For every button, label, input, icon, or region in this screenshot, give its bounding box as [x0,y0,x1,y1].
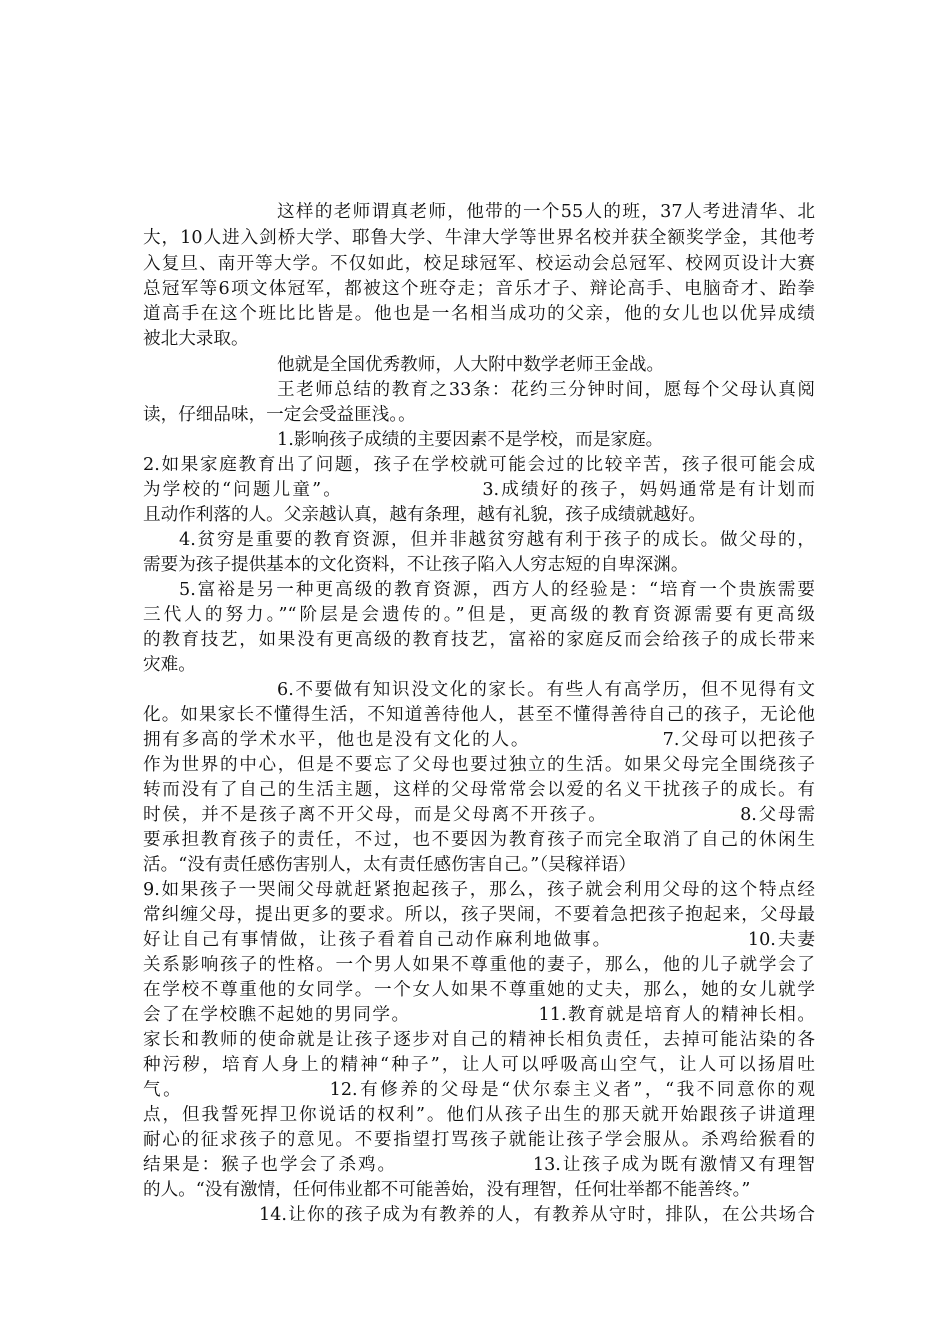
text-line: 常纠缠父母，提出更多的要求。所以，孩子哭闹，不要着急把孩子抱起来，父母最 [143,905,815,925]
text-line: 家长和教师的使命就是让孩子逐步对自己的精神长相负责任，去掉可能沾染的各 [143,1030,815,1050]
text-line: 的人。“没有激情，任何伟业都不可能善始，没有理智，任何壮举都不能善终。” [143,1180,751,1200]
text-line: 为学校的“问题儿童”。 3.成绩好的孩子，妈妈通常是有计划而 [143,480,815,500]
text-line: 在学校不尊重他的女同学。一个女人如果不尊重她的丈夫，那么，她的女儿就学 [143,980,815,1000]
text-line: 转而没有了自己的生活主题，这样的父母常常会以爱的名义干扰孩子的成长。有 [143,780,815,800]
text-line: 王老师总结的教育之33条：花约三分钟时间，愿每个父母认真阅 [277,380,815,400]
text-line: 三代人的努力。”“阶层是会遗传的。”但是，更高级的教育资源需要有更高级 [143,605,815,625]
text-line: 读，仔细品味，一定会受益匪浅。。 [143,405,416,425]
text-line: 入复旦、南开等大学。不仅如此，校足球冠军、校运动会总冠军、校网页设计大赛 [143,254,815,274]
text-line: 种污秽，培育人身上的精神“种子”，让人可以呼吸高山空气，让人可以扬眉吐 [143,1055,815,1075]
text-line: 耐心的征求孩子的意见。不要指望打骂孩子就能让孩子学会服从。杀鸡给猴看的 [143,1130,815,1150]
text-line: 6.不要做有知识没文化的家长。有些人有高学历，但不见得有文 [277,680,815,700]
text-line: 关系影响孩子的性格。一个男人如果不尊重他的妻子，那么，他的儿子就学会了 [143,955,815,975]
text-line: 化。如果家长不懂得生活，不知道善待他人，甚至不懂得善待自己的孩子，无论他 [143,705,815,725]
text-line: 会了在学校瞧不起她的男同学。 11.教育就是培育人的精神长相。 [143,1005,815,1025]
text-line: 需要为孩子提供基本的文化资料，不让孩子陷入人穷志短的自卑深渊。 [143,555,689,575]
text-line: 且动作利落的人。父亲越认真，越有条理，越有礼貌，孩子成绩就越好。 [143,505,707,525]
text-line: 作为世界的中心，但是不要忘了父母也要过独立的生活。如果父母完全围绕孩子 [143,755,815,775]
text-line: 要承担教育孩子的责任，不过，也不要因为教育孩子而完全取消了自己的休闲生 [143,830,815,850]
text-line: 点，但我誓死捍卫你说话的权利”。他们从孩子出生的那天就开始跟孩子讲道理 [143,1105,815,1125]
text-line: 2.如果家庭教育出了问题，孩子在学校就可能会过的比较辛苦，孩子很可能会成 [143,455,815,475]
text-line: 拥有多高的学术水平，他也是没有文化的人。 7.父母可以把孩子 [143,730,815,750]
text-line: 总冠军等6项文体冠军，都被这个班夺走；音乐才子、辩论高手、电脑奇才、跆拳 [143,279,815,299]
text-line: 这样的老师谓真老师，他带的一个55人的班，37人考进清华、北 [277,202,815,222]
text-line: 被北大录取。 [143,329,249,349]
text-line: 活。“没有责任感伤害别人，太有责任感伤害自己。”（吴稼祥语） [143,855,637,875]
text-line: 1.影响孩子成绩的主要因素不是学校，而是家庭。 [277,430,664,450]
text-line: 14.让你的孩子成为有教养的人，有教养从守时，排队，在公共场合 [259,1205,815,1225]
text-line: 灾难。 [143,655,196,675]
text-line: 道高手在这个班比比皆是。他也是一名相当成功的父亲，他的女儿也以优异成绩 [143,304,815,324]
text-line: 时侯，并不是孩子离不开父母，而是父母离不开孩子。 8.父母需 [143,805,815,825]
text-line: 5.富裕是另一种更高级的教育资源，西方人的经验是：“培育一个贵族需要 [179,580,815,600]
text-line: 气。 12.有修养的父母是“伏尔泰主义者”，“我不同意你的观 [143,1080,815,1100]
text-line: 4.贫穷是重要的教育资源，但并非越贫穷越有利于孩子的成长。做父母的， [179,530,815,550]
text-line: 大，10人进入剑桥大学、耶鲁大学、牛津大学等世界名校并获全额奖学金，其他考 [143,228,815,248]
text-line: 的教育技艺，如果没有更高级的教育技艺，富裕的家庭反而会给孩子的成长带来 [143,630,815,650]
text-line: 结果是：猴子也学会了杀鸡。 13.让孩子成为既有激情又有理智 [143,1155,815,1175]
text-line: 9.如果孩子一哭闹父母就赶紧抱起孩子，那么，孩子就会利用父母的这个特点经 [143,880,815,900]
text-line: 好让自己有事情做，让孩子看着自己动作麻利地做事。 10.夫妻 [143,930,815,950]
text-line: 他就是全国优秀教师，人大附中数学老师王金战。 [277,355,665,375]
